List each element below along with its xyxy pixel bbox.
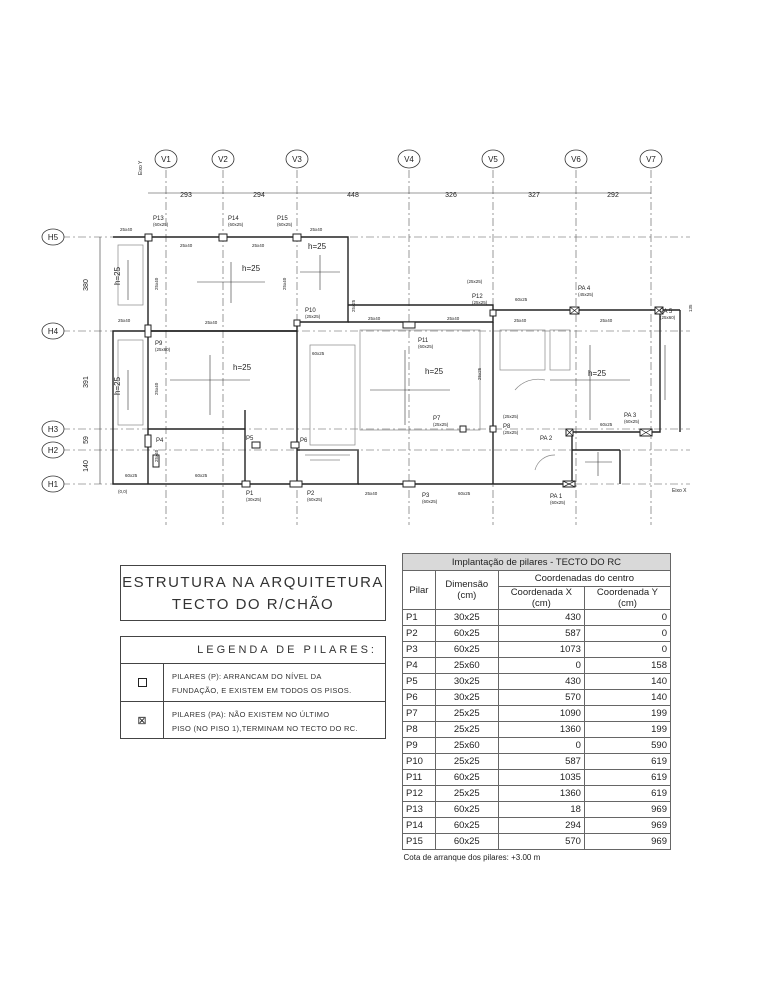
span-x-label: 294 [253,192,265,199]
pier-x-cell: 1073 [498,642,584,658]
table-row [403,690,671,706]
pier-y-cell: 619 [584,770,670,786]
pier-dim-label: (60x25) [153,222,169,227]
table-footnote: Cota de arranque dos pilares: +3.00 m [403,853,541,862]
span-x-label: 326 [445,192,457,199]
horizontal-axis-label: H3 [47,425,59,434]
beam-dimension-label: 25x40 [365,491,378,496]
beam-dimension-label: 60x25 [458,491,471,496]
pier-id-cell: P10 [403,754,436,770]
pier-dim-label: (25x25) [305,314,321,319]
pier-y-cell: 969 [584,818,670,834]
pier-label: P3 [422,493,430,499]
pier-dim-label: (60x25) [418,344,434,349]
pier-id-cell: P2 [403,626,436,642]
pier-dim-label: (60x25) [228,222,244,227]
pier-label: P2 [307,491,315,497]
pier-x-cell: 570 [498,834,584,850]
span-y-label: 380 [83,279,90,291]
pier-label: PA 1 [550,494,563,500]
pier-id-cell: P15 [403,834,436,850]
beam-dimension-label: 25x40 [368,316,381,321]
pier-dim-cell: 30x25 [435,690,498,706]
col-coord-y: Coordenada Y (cm) [584,587,670,610]
horizontal-axis-label: H5 [47,233,59,242]
pier-x-cell: 587 [498,626,584,642]
pier-id-cell: P11 [403,770,436,786]
beam-dimension-label: 25x40 [118,318,131,323]
pier-label: P6 [300,438,308,444]
beam-dimension-label: 25x40 [154,277,159,290]
beam-dimension-label: (0,0) [118,489,128,494]
slab-thickness-label: h=25 [425,367,444,376]
beam-dimension-label: 135 [688,304,693,312]
legend-row-p [121,664,385,702]
pier-dim-cell: 30x25 [435,610,498,626]
vertical-axis-label: V4 [404,155,414,164]
pier-y-cell: 969 [584,802,670,818]
pier-x-cell: 430 [498,610,584,626]
pier-label: P9 [155,341,163,347]
pier-id-cell: P8 [403,722,436,738]
beam-dimension-label: 25x40 [600,318,613,323]
slab-thickness-label: h=25 [233,363,252,372]
pier-id-cell: P4 [403,658,436,674]
pier-label: P4 [156,438,164,444]
axis-y-label: Eixo Y [138,160,144,175]
table-row [403,738,671,754]
pier-x-cell: 18 [498,802,584,818]
vertical-axis-label: V3 [292,155,302,164]
pier-y-cell: 0 [584,626,670,642]
span-x-label: 292 [607,192,619,199]
pier-label: P15 [277,216,288,222]
table-row [403,818,671,834]
pier-label: P11 [418,338,429,344]
beam-dimension-label: (25x25) [467,279,483,284]
pier-x-cell: 0 [498,738,584,754]
span-x-label: 293 [180,192,192,199]
col-pilar: Pilar [403,571,436,610]
slab-thickness-label: h=25 [242,264,261,273]
pier-label: PA 3 [624,413,637,419]
pier-legend [120,636,386,739]
pier-label: P5 [246,436,254,442]
pier-y-cell: 590 [584,738,670,754]
pier-dim-cell: 60x25 [435,626,498,642]
pier-x-cell: 1035 [498,770,584,786]
pier-dim-cell: 25x25 [435,786,498,802]
table-row [403,754,671,770]
drawing-title: ESTRUTURA NA ARQUITETURA [122,574,384,591]
pier-dim-label: (60x25) [624,419,640,424]
beam-dimension-label: 25x40 [447,316,460,321]
span-y-label: 391 [83,376,90,388]
col-coord-x: Coordenada X (cm) [498,587,584,610]
pier-dim-cell: 60x25 [435,770,498,786]
pa-pier-symbols [563,307,663,487]
pier-y-cell: 199 [584,722,670,738]
slab-thickness-label: h=25 [308,242,327,251]
plan-annotations [83,160,693,505]
pier-dim-label: (60x25) [422,499,438,504]
beam-dimension-label: 60x25 [515,297,528,302]
table-row [403,642,671,658]
pier-label: P13 [153,216,164,222]
pier-label: P1 [246,491,254,497]
beam-dimension-label: 25x40 [205,320,218,325]
legend-p-text-1: PILARES (P): ARRANCAM DO NÍVEL DA [172,672,322,681]
table-row [403,610,671,626]
pier-y-cell: 619 [584,786,670,802]
pier-id-cell: P13 [403,802,436,818]
pier-dim-label: (60x25) [277,222,293,227]
legend-pa-text-1: PILARES (PA): NÃO EXISTEM NO ÚLTIMO [172,710,330,719]
pier-x-cell: 1360 [498,786,584,802]
drawing-subtitle: TECTO DO R/CHÃO [171,596,335,613]
beam-dimension-label: 25x40 [310,227,323,232]
span-y-label: 140 [83,460,90,472]
pier-dim-label: (25x25) [472,300,488,305]
horizontal-axis-label: H4 [47,327,59,336]
pier-x-cell: 1360 [498,722,584,738]
legend-p-text-2: FUNDAÇÃO, E EXISTEM EM TODOS OS PISOS. [172,686,352,695]
beam-dimension-label: 60x25 [195,473,208,478]
crossed-square-icon: ⊠ [137,715,147,727]
horizontal-axis-label: H2 [47,446,59,455]
table-row [403,722,671,738]
col-dimensao: Dimensão (cm) [435,571,498,610]
pier-y-cell: 969 [584,834,670,850]
pier-dim-label: (60x25) [307,497,323,502]
pier-dim-cell: 60x25 [435,818,498,834]
vertical-axis-label: V5 [488,155,498,164]
pier-dim-cell: 60x25 [435,802,498,818]
pier-id-cell: P9 [403,738,436,754]
beam-dimension-label: 25x40 [180,243,193,248]
beam-dimension-label: 60x25 [125,473,138,478]
pier-dim-cell: 30x25 [435,674,498,690]
pier-dim-label: (25x60) [155,347,171,352]
pier-id-cell: P3 [403,642,436,658]
square-icon [138,678,147,687]
col-coordenadas: Coordenadas do centro [498,571,670,587]
table-row [403,658,671,674]
pier-dim-cell: 60x25 [435,642,498,658]
pier-x-cell: 1090 [498,706,584,722]
pier-label: PA 2 [540,436,553,442]
table-caption: Implantação de pilares - TECTO DO RC [403,554,671,571]
pier-y-cell: 199 [584,706,670,722]
pier-x-cell: 587 [498,754,584,770]
table-row [403,626,671,642]
beam-dimension-label: (25x25) [503,414,519,419]
horizontal-axis-label: H1 [47,480,59,489]
table-row [403,706,671,722]
pier-id-cell: P7 [403,706,436,722]
slab-thickness-label: h=25 [113,266,122,285]
pier-x-cell: 294 [498,818,584,834]
pier-label: P10 [305,308,316,314]
axis-x-label: Eixo X [672,488,687,494]
pier-label: P8 [503,424,511,430]
vertical-axis-label: V7 [646,155,656,164]
pier-id-cell: P12 [403,786,436,802]
pier-dim-cell: 25x60 [435,658,498,674]
table-row [403,770,671,786]
pier-dim-label: (25x60) [660,315,676,320]
beam-dimension-label: 60x25 [312,351,325,356]
beam-dimension-label: 25x40 [120,227,133,232]
pier-id-cell: P6 [403,690,436,706]
drawing-title-box [120,565,386,621]
pier-dim-cell: 25x25 [435,706,498,722]
beam-dimension-label: 60x25 [600,422,613,427]
legend-pa-text-2: PISO (NO PISO 1),TERMINAM NO TECTO DO RC. [172,724,358,733]
legend-row-pa [121,702,385,739]
span-x-label: 327 [528,192,540,199]
pier-label: P14 [228,216,239,222]
pier-dim-cell: 60x25 [435,834,498,850]
pier-y-cell: 140 [584,690,670,706]
pier-x-cell: 570 [498,690,584,706]
pier-dim-label: (60x25) [550,500,566,505]
pier-dim-label: (45x25) [578,292,594,297]
slab-thickness-label: h=25 [588,369,607,378]
pier-dim-label: (30x25) [246,497,262,502]
pier-label: PA 5 [660,309,673,315]
pier-dim-label: (25x25) [433,422,449,427]
beam-dimension-label: 25x40 [282,277,287,290]
pier-label: P7 [433,416,441,422]
pier-dim-cell: 25x60 [435,738,498,754]
pier-label: P12 [472,294,483,300]
architecture-lines [118,245,570,470]
pier-y-cell: 619 [584,754,670,770]
table-row [403,834,671,850]
pier-id-cell: P5 [403,674,436,690]
table-row [403,802,671,818]
legend-title: LEGENDA DE PILARES: [121,637,385,664]
pier-y-cell: 140 [584,674,670,690]
span-x-label: 448 [347,192,359,199]
walls [113,237,680,484]
beam-dimension-label: 25x25 [477,367,482,380]
pier-y-cell: 0 [584,642,670,658]
pier-label: PA 4 [578,286,591,292]
pier-dim-label: (25x25) [503,430,519,435]
vertical-axis-label: V6 [571,155,581,164]
beam-dimension-label: 25x40 [154,382,159,395]
beam-dimension-label: 25x40 [514,318,527,323]
beam-dimension-label: 25x40 [154,449,159,462]
table-row [403,786,671,802]
pier-x-cell: 430 [498,674,584,690]
table-row [403,674,671,690]
span-y-label: 59 [83,436,90,444]
pier-table [402,553,671,865]
beam-dimension-label: 25x25 [351,299,356,312]
pier-id-cell: P14 [403,818,436,834]
vertical-axis-label: V2 [218,155,228,164]
pier-dim-cell: 25x25 [435,722,498,738]
pier-y-cell: 0 [584,610,670,626]
beam-dimension-label: 25x40 [252,243,265,248]
pier-y-cell: 158 [584,658,670,674]
slab-thickness-label: h=25 [113,376,122,395]
vertical-axis-label: V1 [161,155,171,164]
axis-bubbles [42,150,662,492]
pier-x-cell: 0 [498,658,584,674]
pier-dim-cell: 25x25 [435,754,498,770]
pier-id-cell: P1 [403,610,436,626]
